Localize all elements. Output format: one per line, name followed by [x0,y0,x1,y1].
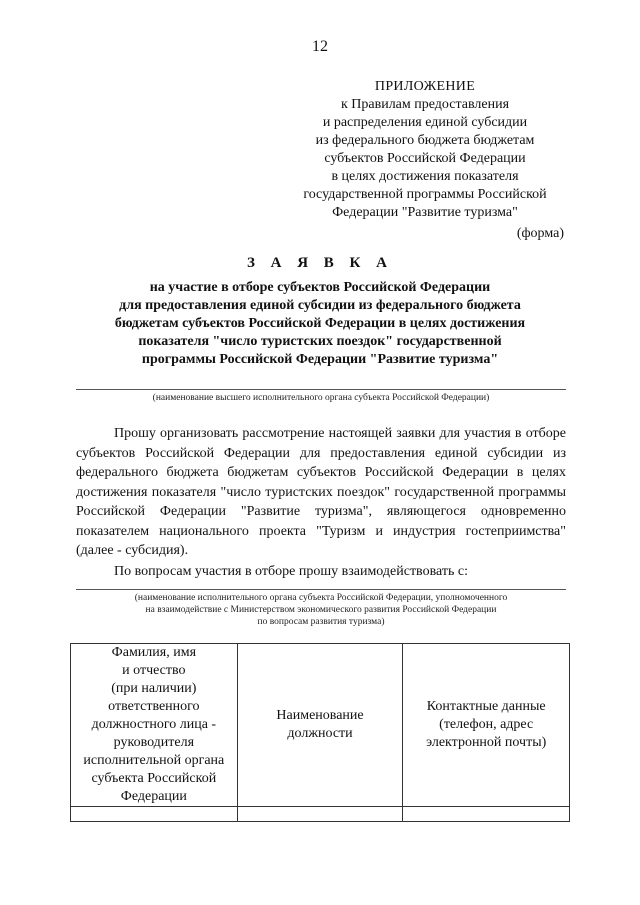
appendix-line: государственной программы Российской [303,187,547,202]
appendix-block [290,78,560,222]
table-cell-empty[interactable] [403,807,570,822]
document-title: З А Я В К А [246,255,394,271]
authority-hint: (наименование высшего исполнительного органа субъекта Российской Федерации) [152,393,490,403]
header-cell-responsible-person: Фамилия, имя и отчество (при наличии) ответственного должностного лица - руководителя исполнительной органа субъекта Российской Федерации [71,644,238,807]
table-cell-empty[interactable] [237,807,403,822]
request-paragraph: Прошу организовать рассмотрение настоящей заявки для участия в отборе субъектов Российской Федерации для предоставления единой субсидии из федерального бюджета бюджетам субъектов Российской Федерации в целях достижения показателя "число туристских поездок" государственной программы Российской Федерации "Развитие туризма", являющегося одновременно показателем национального проекта "Туризм и индустрия гостеприимства" (далее - субсидия). [76,426,566,558]
table-row [71,807,570,822]
appendix-line: в целях достижения показателя [331,169,519,184]
executive-fill-line [76,589,566,590]
subtitle-line: бюджетам субъектов Российской Федерации в целях достижения [114,316,526,331]
header-cell-position: Наименование должности [237,644,403,807]
subtitle-line: для предоставления единой субсидии из федерального бюджета [119,298,521,313]
table-header-row [71,644,570,807]
table-cell-empty[interactable] [71,807,238,822]
subtitle-line: показателя "число туристских поездок" государственной [138,334,502,349]
contact-paragraph: По вопросам участия в отборе прошу взаимодействовать с: [114,564,468,579]
subtitle-line: на участие в отборе субъектов Российской Федерации [149,280,491,295]
appendix-heading: ПРИЛОЖЕНИЕ [374,79,476,94]
appendix-line: Федерации "Развитие туризма" [332,205,518,220]
executive-hint [76,592,566,628]
form-label: (форма) [516,226,564,241]
subtitle-line: программы Российской Федерации "Развитие туризма" [141,352,499,367]
header-cell-contacts: Контактные данные (телефон, адрес электронной почты) [403,644,570,807]
executive-hint-line: (наименование исполнительного органа субъекта Российской Федерации, уполномоченного [134,593,508,603]
appendix-line: субъектов Российской Федерации [324,151,526,166]
document-subtitle [70,279,570,369]
executive-hint-line: по вопросам развития туризма) [257,617,385,627]
appendix-line: из федерального бюджета бюджетам [315,133,535,148]
executive-hint-line: на взаимодействие с Министерством экономического развития Российской Федерации [145,605,497,615]
authority-fill-line [76,389,566,390]
appendix-line: и распределения единой субсидии [322,115,528,130]
contacts-table [70,643,570,822]
appendix-line: к Правилам предоставления [340,97,510,112]
page-number: 12 [312,38,328,55]
